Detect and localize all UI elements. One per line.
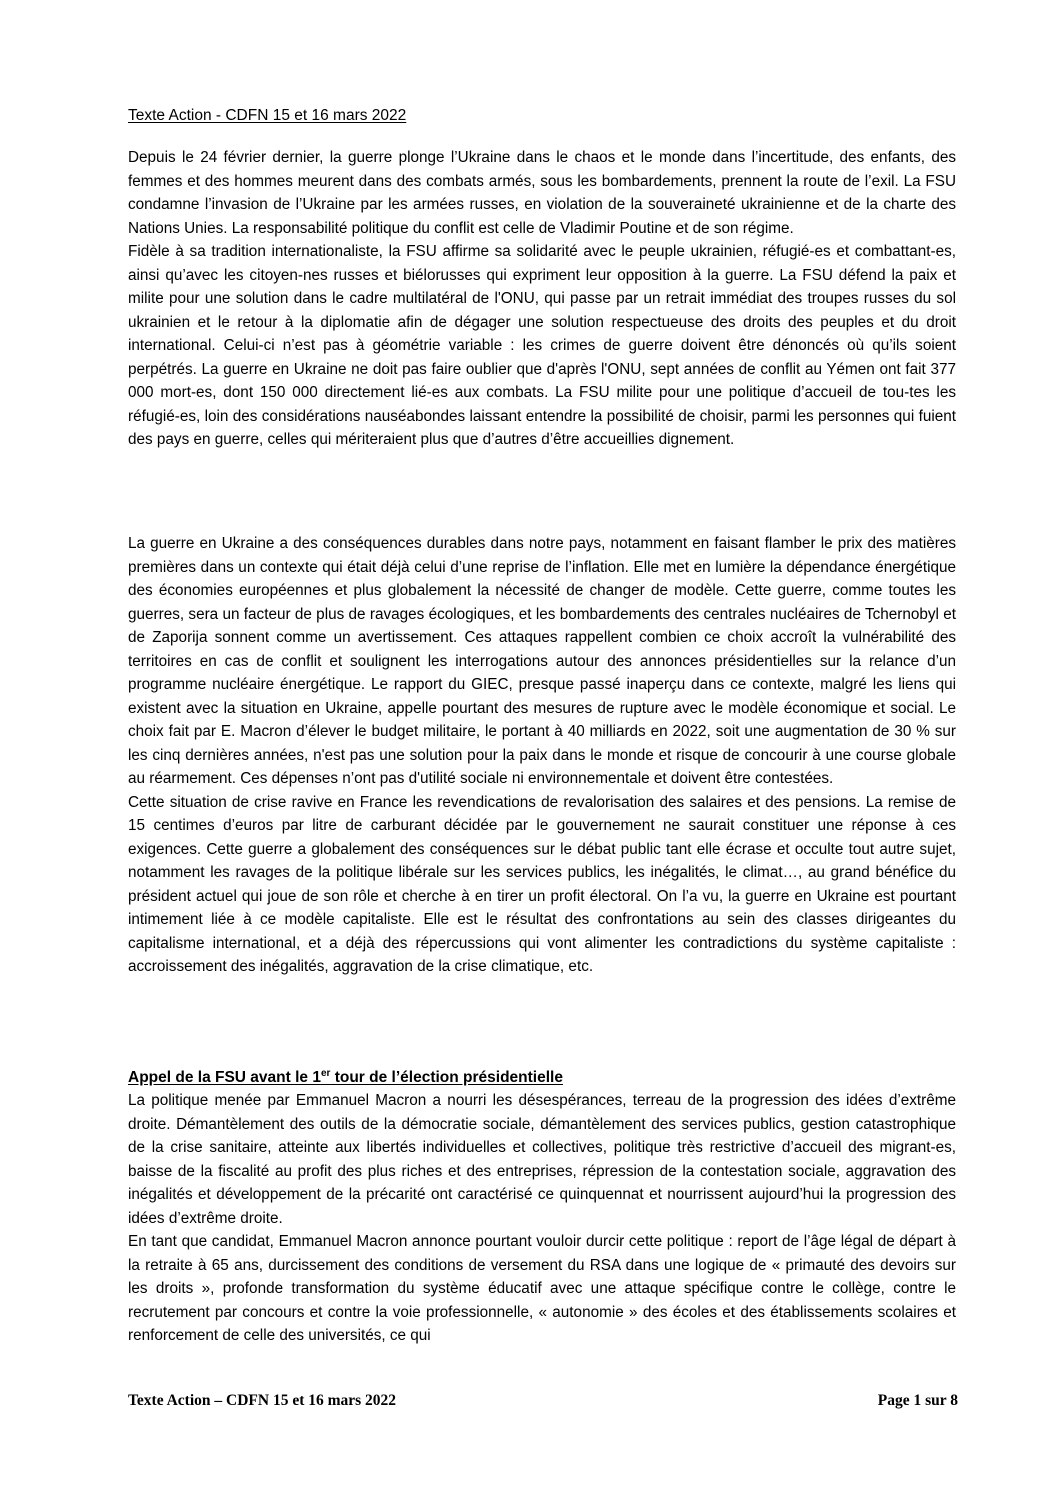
paragraph: Depuis le 24 février dernier, la guerre plonge l’Ukraine dans le chaos et le monde dans l’incertitude, des enfants, des femmes et des hommes meurent dans des combats armés, sous les bombardements, prennent la route de l’exil. La FSU condamne l’invasion de l’Ukraine par les armées russes, en violation de la souveraineté ukrainienne et de la charte des Nations Unies. La responsabilité politique du conflit est celle de Vladimir Poutine et de son régime. <box>128 149 956 237</box>
paragraph: En tant que candidat, Emmanuel Macron annonce pourtant vouloir durcir cette politique : report de l’âge légal de départ à la retraite à 65 ans, durcissement des conditions de versement du RSA dans une logique de « primauté des devoirs sur les droits », profonde transformation du système éducatif avec une attaque spécifique contre le collège, contre le recrutement par concours et contre la voie professionnelle, « autonomie » des écoles et des établissements scolaires et renforcement de celle des universités, ce qui <box>128 1233 956 1344</box>
paragraph: La politique menée par Emmanuel Macron a nourri les désespérances, terreau de la progression des idées d’extrême droite. Démantèlement des outils de la démocratie sociale, démantèlement des services publics, gestion catastrophique de la crise sanitaire, atteinte aux libertés individuelles et collectives, politique très restrictive d’accueil des migrant-es, baisse de la fiscalité au profit des plus riches et des entreprises, répression de la contestation sociale, aggravation des inégalités et développement de la précarité ont caractérisé ce quinquennat et nourrissent aujourd’hui la progression des idées d’extrême droite. <box>128 1092 956 1227</box>
paragraph: Fidèle à sa tradition internationaliste, la FSU affirme sa solidarité avec le peuple ukrainien, réfugié-es et combattant-es, ainsi qu’avec les citoyen-nes russes et biélorusses qui expriment leur opposition à la guerre. La FSU défend la paix et milite pour une solution dans le cadre multilatéral de l'ONU, qui passe par un retrait immédiat des troupes russes du sol ukrainien et le retour à la diplomatie afin de dégager une solution respectueuse des droits des peuples et du droit international. Celui-ci n’est pas à géométrie variable : les crimes de guerre doivent être dénoncés où qu’ils soient perpétrés. La guerre en Ukraine ne doit pas faire oublier que d'après l'ONU, sept années de conflit au Yémen ont fait 377 000 mort-es, dont 150 000 directement lié-es aux combats. La FSU milite pour une politique d’accueil de tou-tes les réfugié-es, loin des considérations nauséabondes laissant entendre la possibilité de choisir, parmi les personnes qui fuient des pays en guerre, celles qui mériteraient plus que d’autres d’être accueillies dignement. <box>128 243 956 448</box>
paragraph: La guerre en Ukraine a des conséquences durables dans notre pays, notamment en faisant flamber le prix des matières premières dans un contexte qui était déjà celui d’une reprise de l’inflation. Elle met en lumière la dépendance énergétique des économies européennes et plus globalement la nécessité de changer de modèle. Cette guerre, comme toutes les guerres, sera un facteur de plus de ravages écologiques, et les bombardements des centrales nucléaires de Tchernobyl et de Zaporija sonnent comme un avertissement. Ces attaques rappellent combien ce choix accroît la vulnérabilité des territoires en cas de conflit et soulignent les interrogations autour des annonces présidentielles sur la relance d’un programme nucléaire énergétique. Le rapport du GIEC, presque passé inaperçu dans ce contexte, malgré les liens qui existent avec la situation en Ukraine, appelle pourtant des mesures de rupture avec le modèle économique et social. Le choix fait par E. Macron d’élever le budget militaire, le portant à 40 milliards en 2022, soit une augmentation de 30 % sur les cinq dernières années, n'est pas une solution pour la paix dans le monde et risque de concourir à une course globale au réarmement. Ces dépenses n’ont pas d'utilité sociale ni environnementale et doivent être contestées. <box>128 535 956 787</box>
document-title: Texte Action - CDFN 15 et 16 mars 2022 <box>128 107 407 124</box>
section-consequences <box>128 532 956 979</box>
section-heading: Appel de la FSU avant le 1er tour de l’élection présidentielle <box>128 1067 563 1086</box>
paragraph: Cette situation de crise ravive en France les revendications de revalorisation des salaires et des pensions. La remise de 15 centimes d’euros par litre de carburant décidée par le gouvernement ne saurait constituer une réponse à ces exigences. Cette guerre a globalement des conséquences sur le débat public tant elle écrase et occulte tout autre sujet, notamment les ravages de la politique libérale sur les services publics, les inégalités, le climat…, au grand bénéfice du président actuel qui joue de son rôle et cherche à en tirer un profit électoral. On l’a vu, la guerre en Ukraine est pourtant intimement liée à ce modèle capitaliste. Elle est le résultat des confrontations au sein des classes dirigeantes du capitalisme international, et a déjà des répercussions qui vont alimenter les contradictions du système capitaliste : accroissement des inégalités, aggravation de la crise climatique, etc. <box>128 793 956 975</box>
footer-page-number: Page 1 sur 8 <box>877 1392 958 1409</box>
section-ukraine-war <box>128 146 956 452</box>
section-appeal <box>128 1067 956 1348</box>
footer-document-label: Texte Action – CDFN 15 et 16 mars 2022 <box>128 1392 397 1409</box>
